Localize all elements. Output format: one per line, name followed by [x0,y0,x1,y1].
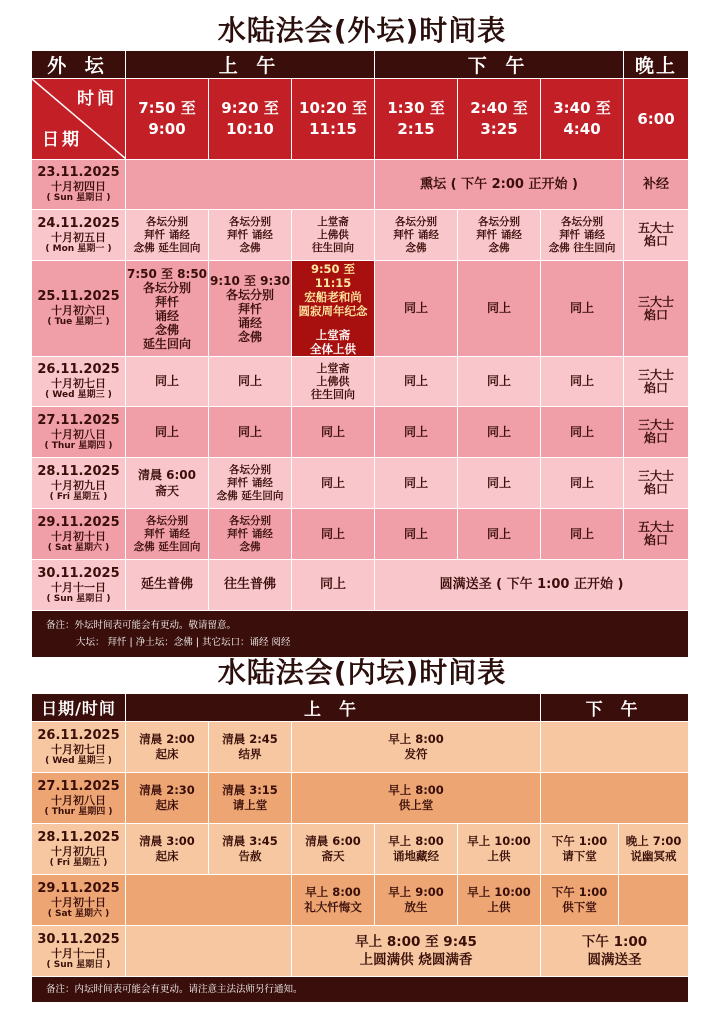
date-cell: 27.11.2025 十月初八日 ( Thur 星期四 ) [32,407,126,458]
event-cell: 清晨 2:45 结界 [209,722,292,773]
event-cell: 早上 9:00 放生 [375,875,458,926]
time-slot-row [32,79,689,160]
event-cell: 早上 8:00 发符 [292,722,541,773]
event-cell: 同上 [458,509,541,560]
event-cell: 同上 [375,458,458,509]
empty-cell [619,875,689,926]
event-cell: 清晨 3:15 请上堂 [209,773,292,824]
event-cell: 清晨 2:30 起床 [126,773,209,824]
table-row [32,875,689,926]
event-cell: 同上 [375,261,458,357]
table-row [32,407,689,458]
event-cell: 清晨 3:45 告赦 [209,824,292,875]
event-cell: 下午 1:00 供下堂 [541,875,619,926]
event-cell: 同上 [209,407,292,458]
afternoon-event: 圆满送圣 ( 下午 1:00 正开始 ) [375,560,689,611]
table-row [32,357,689,407]
time-slot: 2:40 至 3:25 [458,79,541,160]
inner-header-row [32,694,689,722]
empty-cell [126,160,375,210]
evening-event: 五大士 焰口 [624,509,689,560]
table-row [32,509,689,560]
event-cell: 早上 10:00 上供 [458,824,541,875]
outer-schedule-table [31,50,689,658]
event-cell: 同上 [541,407,624,458]
event-cell: 同上 [458,458,541,509]
memorial-event-cell: 9:50 至 11:15 宏船老和尚 圆寂周年纪念 上堂斋 全体上供 [292,261,375,357]
event-cell: 同上 [126,407,209,458]
afternoon-event: 熏坛 ( 下午 2:00 正开始 ) [375,160,624,210]
event-cell: 同上 [541,509,624,560]
event-cell: 清晨 2:00 起床 [126,722,209,773]
time-slot: 7:50 至 9:00 [126,79,209,160]
evening-event: 五大士 焰口 [624,210,689,261]
evening-event: 三大士 焰口 [624,357,689,407]
morning-header: 上 午 [126,51,375,79]
corner-cell [32,79,126,160]
date-cell: 26.11.2025 十月初七日 ( Wed 星期三 ) [32,357,126,407]
event-cell: 同上 [375,357,458,407]
table-row [32,560,689,611]
event-cell: 早上 8:00 诵地藏经 [375,824,458,875]
outer-header-row [32,51,689,79]
date-cell: 30.11.2025 十月十一日 ( Sun 星期日 ) [32,560,126,611]
event-cell: 各坛分别 拜忏 诵经 念佛 [375,210,458,261]
event-cell: 各坛分别 拜忏 诵经 念佛 延生回向 [126,210,209,261]
event-cell: 晚上 7:00 说幽冥戒 [619,824,689,875]
event-cell: 同上 [292,407,375,458]
event-cell: 同上 [126,357,209,407]
note-row [32,977,689,1003]
outer-title: 水陆法会(外坛)时间表 [217,14,507,47]
event-cell: 同上 [375,509,458,560]
event-cell: 各坛分别 拜忏 诵经 念佛 延生回向 [126,509,209,560]
event-cell: 下午 1:00 请下堂 [541,824,619,875]
time-slot: 3:40 至 4:40 [541,79,624,160]
event-cell: 同上 [292,560,375,611]
afternoon-header: 下 午 [541,694,689,722]
event-cell: 往生普佛 [209,560,292,611]
evening-event: 三大士 焰口 [624,458,689,509]
corner-date-label: 日期 [42,130,82,150]
event-cell: 同上 [292,458,375,509]
event-cell: 同上 [209,357,292,407]
table-row [32,773,689,824]
evening-header: 晚上 [624,51,689,79]
table-row [32,458,689,509]
outer-note: 备注：外坛时间表可能会有更动。敬请留意。 大坛： 拜忏 | 净土坛：念佛 | 其它坛口：诵经 阅经 [32,611,689,658]
evening-event: 三大士 焰口 [624,407,689,458]
date-cell: 28.11.2025 十月初九日 ( Fri 星期五 ) [32,458,126,509]
event-cell: 同上 [458,407,541,458]
inner-schedule-table [31,693,689,1003]
datetime-header: 日期/时间 [32,694,126,722]
morning-header: 上 午 [126,694,541,722]
inner-note: 备注：内坛时间表可能会有更动。请注意主法法师另行通知。 [32,977,689,1003]
empty-cell [126,875,292,926]
empty-cell [541,773,689,824]
evening-event: 补经 [624,160,689,210]
date-cell: 23.11.2025 十月初四日 ( Sun 星期日 ) [32,160,126,210]
date-cell: 30.11.2025 十月十一日 ( Sun 星期日 ) [32,926,126,977]
empty-cell [541,722,689,773]
table-row [32,210,689,261]
event-cell: 上堂斋 上佛供 往生回向 [292,357,375,407]
date-cell: 28.11.2025 十月初九日 ( Fri 星期五 ) [32,824,126,875]
date-cell: 29.11.2025 十月初十日 ( Sat 星期六 ) [32,875,126,926]
event-cell: 同上 [541,357,624,407]
event-cell: 上堂斋 上佛供 往生回向 [292,210,375,261]
event-cell: 同上 [458,357,541,407]
table-row [32,926,689,977]
event-cell: 7:50 至 8:50 各坛分别 拜忏 诵经 念佛 延生回向 [126,261,209,357]
event-cell: 同上 [292,509,375,560]
date-cell: 25.11.2025 十月初六日 ( Tue 星期二 ) [32,261,126,357]
event-cell: 各坛分别 拜忏 诵经 念佛 往生回向 [541,210,624,261]
event-cell: 9:10 至 9:30 各坛分别 拜忏 诵经 念佛 [209,261,292,357]
event-cell: 早上 8:00 礼大忏悔文 [292,875,375,926]
event-cell: 各坛分别 拜忏 诵经 念佛 [209,509,292,560]
table-row [32,261,689,357]
event-cell: 下午 1:00 圆满送圣 [541,926,689,977]
event-cell: 同上 [541,261,624,357]
empty-cell [126,926,292,977]
evening-event: 三大士 焰口 [624,261,689,357]
event-cell: 早上 8:00 至 9:45 上圆满供 烧圆满香 [292,926,541,977]
date-cell: 29.11.2025 十月初十日 ( Sat 星期六 ) [32,509,126,560]
time-slot: 6:00 [624,79,689,160]
event-cell: 同上 [458,261,541,357]
event-cell: 各坛分别 拜忏 诵经 念佛 延生回向 [209,458,292,509]
event-cell: 早上 10:00 上供 [458,875,541,926]
corner-time-label: 时间 [77,89,117,109]
table-row [32,160,689,210]
time-slot: 1:30 至 2:15 [375,79,458,160]
event-cell: 各坛分别 拜忏 诵经 念佛 [209,210,292,261]
event-cell: 清晨 6:00 斋天 [126,458,209,509]
event-cell: 同上 [375,407,458,458]
event-cell: 早上 8:00 供上堂 [292,773,541,824]
table-row [32,722,689,773]
event-cell: 清晨 6:00 斋天 [292,824,375,875]
table-row [32,824,689,875]
date-cell: 27.11.2025 十月初八日 ( Thur 星期四 ) [32,773,126,824]
time-slot: 10:20 至 11:15 [292,79,375,160]
afternoon-header: 下 午 [375,51,624,79]
event-cell: 清晨 3:00 起床 [126,824,209,875]
date-cell: 26.11.2025 十月初七日 ( Wed 星期三 ) [32,722,126,773]
event-cell: 延生普佛 [126,560,209,611]
event-cell: 同上 [541,458,624,509]
area-header: 外 坛 [32,51,126,79]
time-slot: 9:20 至 10:10 [209,79,292,160]
date-cell: 24.11.2025 十月初五日 ( Mon 星期一 ) [32,210,126,261]
event-cell: 各坛分别 拜忏 诵经 念佛 [458,210,541,261]
note-row [32,611,689,658]
inner-title: 水陆法会(内坛)时间表 [217,656,507,689]
